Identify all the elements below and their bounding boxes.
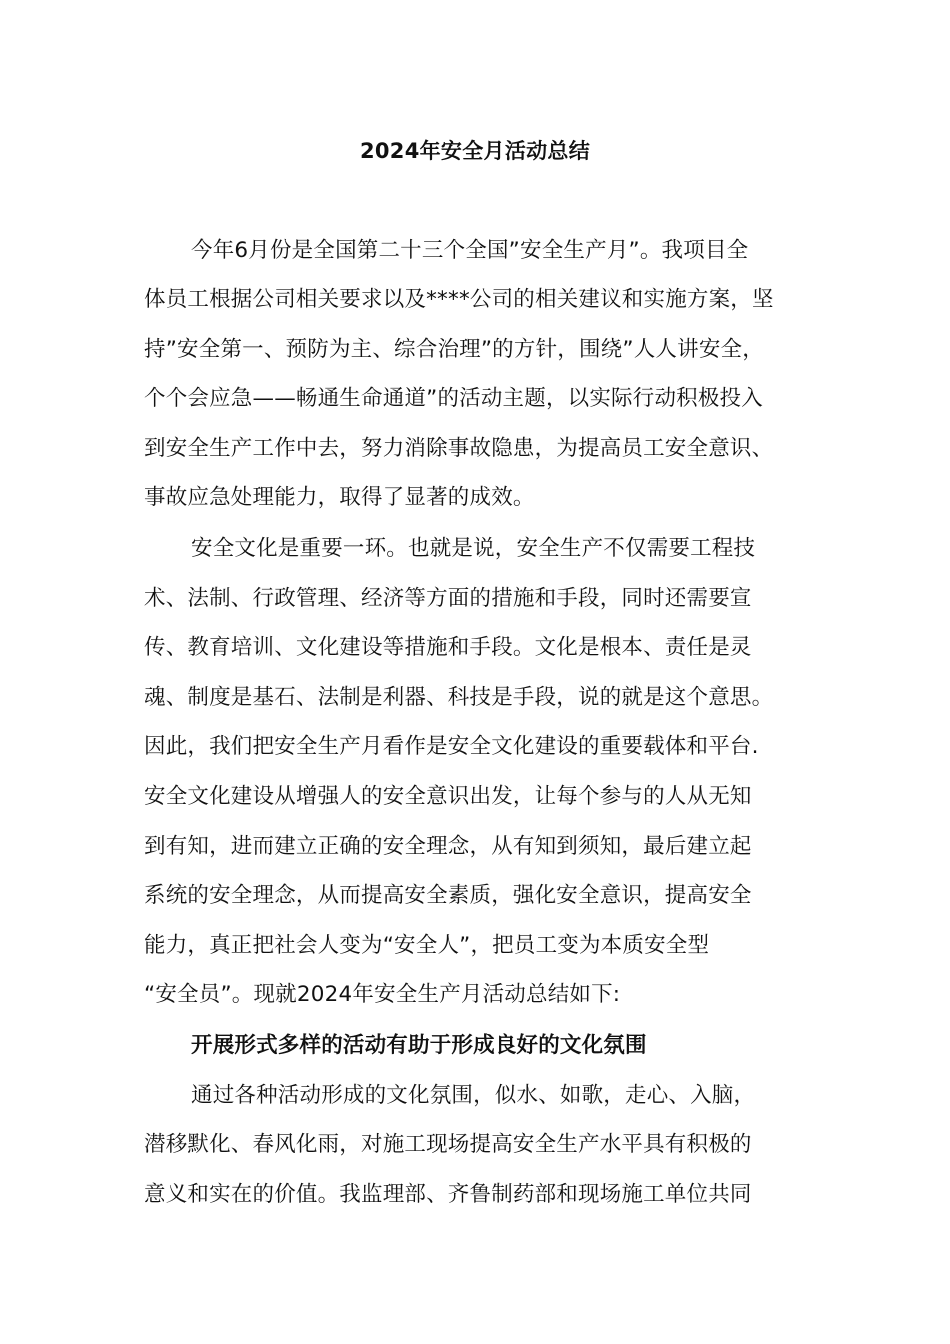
- section-heading: 开展形式多样的活动有助于形成良好的文化氛围: [191, 1033, 647, 1058]
- paragraph2-line-10: “安全员”。现就2024年安全生产月活动总结如下:: [144, 982, 621, 1007]
- paragraph2-line-2: 术、法制、行政管理、经济等方面的措施和手段，同时还需要宣: [144, 586, 752, 611]
- paragraph2-line-6: 安全文化建设从增强人的安全意识出发，让每个参与的人从无知: [144, 784, 752, 809]
- paragraph2-line-1: 安全文化是重要一环。也就是说，安全生产不仅需要工程技: [191, 536, 756, 561]
- paragraph1-line-3: 持”安全第一、预防为主、综合治理”的方针，围绕”人人讲安全，: [144, 337, 764, 362]
- paragraph1-line-4: 个个会应急——畅通生命通道”的活动主题，以实际行动积极投入: [144, 386, 763, 411]
- paragraph3-line-3: 意义和实在的价值。我监理部、齐鲁制药部和现场施工单位共同: [144, 1182, 752, 1207]
- paragraph1-line-2: 体员工根据公司相关要求以及****公司的相关建议和实施方案，坚: [144, 287, 774, 312]
- paragraph2-line-3: 传、教育培训、文化建设等措施和手段。文化是根本、责任是灵: [144, 635, 752, 660]
- paragraph1-line-5: 到安全生产工作中去，努力消除事故隐患，为提高员工安全意识、: [144, 436, 774, 461]
- paragraph2-line-5: 因此，我们把安全生产月看作是安全文化建设的重要载体和平台.: [144, 734, 759, 759]
- paragraph2-line-9: 能力，真正把社会人变为“安全人”，把员工变为本质安全型: [144, 933, 710, 958]
- paragraph1-line-6: 事故应急处理能力，取得了显著的成效。: [144, 485, 535, 510]
- paragraph2-line-4: 魂、制度是基石、法制是利器、科技是手段，说的就是这个意思。: [144, 685, 774, 710]
- paragraph3-line-1: 通过各种活动形成的文化氛围，似水、如歌，走心、入脑，: [191, 1083, 756, 1108]
- document-title: 2024年安全月活动总结: [359, 139, 591, 163]
- paragraph1-line-1: 今年6月份是全国第二十三个全国”安全生产月”。我项目全: [191, 238, 749, 263]
- paragraph3-line-2: 潜移默化、春风化雨，对施工现场提高安全生产水平具有积极的: [144, 1132, 752, 1157]
- paragraph2-line-7: 到有知，进而建立正确的安全理念，从有知到须知，最后建立起: [144, 834, 752, 859]
- paragraph2-line-8: 系统的安全理念，从而提高安全素质，强化安全意识，提高安全: [144, 883, 752, 908]
